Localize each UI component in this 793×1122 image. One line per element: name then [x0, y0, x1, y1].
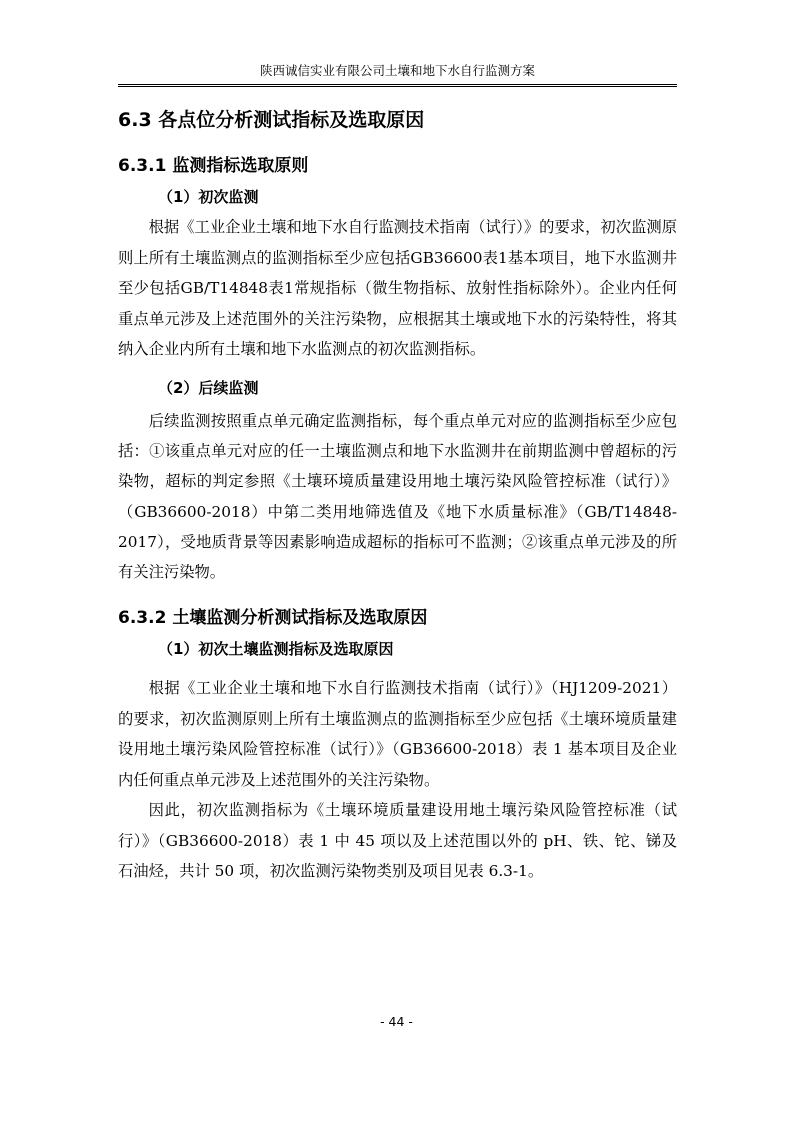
paragraph-soil-conclusion	[118, 795, 677, 887]
section-6-3-2-heading: 6.3.2 土壤监测分析测试指标及选取原因	[118, 608, 428, 628]
section-6-3-1-heading: 6.3.1 监测指标选取原则	[118, 156, 309, 176]
paragraph-initial-monitoring	[118, 212, 677, 365]
section-6-3-heading: 6.3 各点位分析测试指标及选取原因	[118, 109, 425, 131]
paragraph-text: 根据《工业企业土壤和地下水自行监测技术指南（试行）》的要求，初次监测原则上所有土壤监测点的监测指标至少应包括GB36600表1基本项目，地下水监测井至少包括GB/T14848表1常规指标（微生物指标、放射性指标除外）。企业内任何重点单元涉及上述范围外的关注污染物，应根据其土壤或地下水的污染特性，将其纳入企业内所有土壤和地下水监测点的初次监测指标。	[118, 218, 677, 358]
header-rule	[118, 84, 677, 87]
subheading-initial-monitoring: （1）初次监测	[158, 188, 259, 206]
page-number: - 44 -	[380, 1014, 413, 1029]
paragraph-soil-requirements	[118, 673, 677, 795]
subheading-initial-soil-indicators: （1）初次土壤监测指标及选取原因	[158, 640, 394, 658]
paragraph-text: 因此，初次监测指标为《土壤环境质量建设用地土壤污染风险管控标准（试行）》（GB36600-2018）表 1 中 45 项以及上述范围以外的 pH、铁、铊、锑及石油烃，共计 50 项，初次监测污染物类别及项目见表 6.3-1。	[118, 801, 677, 880]
paragraph-followup-monitoring	[118, 406, 677, 587]
paragraph-text: 根据《工业企业土壤和地下水自行监测技术指南（试行）》（HJ1209-2021）的要求，初次监测原则上所有土壤监测点的监测指标至少应包括《土壤环境质量建设用地土壤污染风险管控标准（试行）》（GB36600-2018）表 1 基本项目及企业内任何重点单元涉及上述范围外的关注污染物。	[118, 679, 677, 789]
running-header: 陕西诚信实业有限公司土壤和地下水自行监测方案	[259, 63, 535, 78]
paragraph-text: 后续监测按照重点单元确定监测指标，每个重点单元对应的监测指标至少应包括：①该重点单元对应的任一土壤监测点和地下水监测井在前期监测中曾超标的污染物，超标的判定参照《土壤环境质量建设用地土壤污染风险管控标准（试行）》（GB36600-2018）中第二类用地筛选值及《地下水质量标准》（GB/T14848-2017），受地质背景等因素影响造成超标的指标可不监测；②该重点单元涉及的所有关注污染物。	[118, 412, 677, 582]
subheading-followup-monitoring: （2）后续监测	[158, 379, 259, 397]
